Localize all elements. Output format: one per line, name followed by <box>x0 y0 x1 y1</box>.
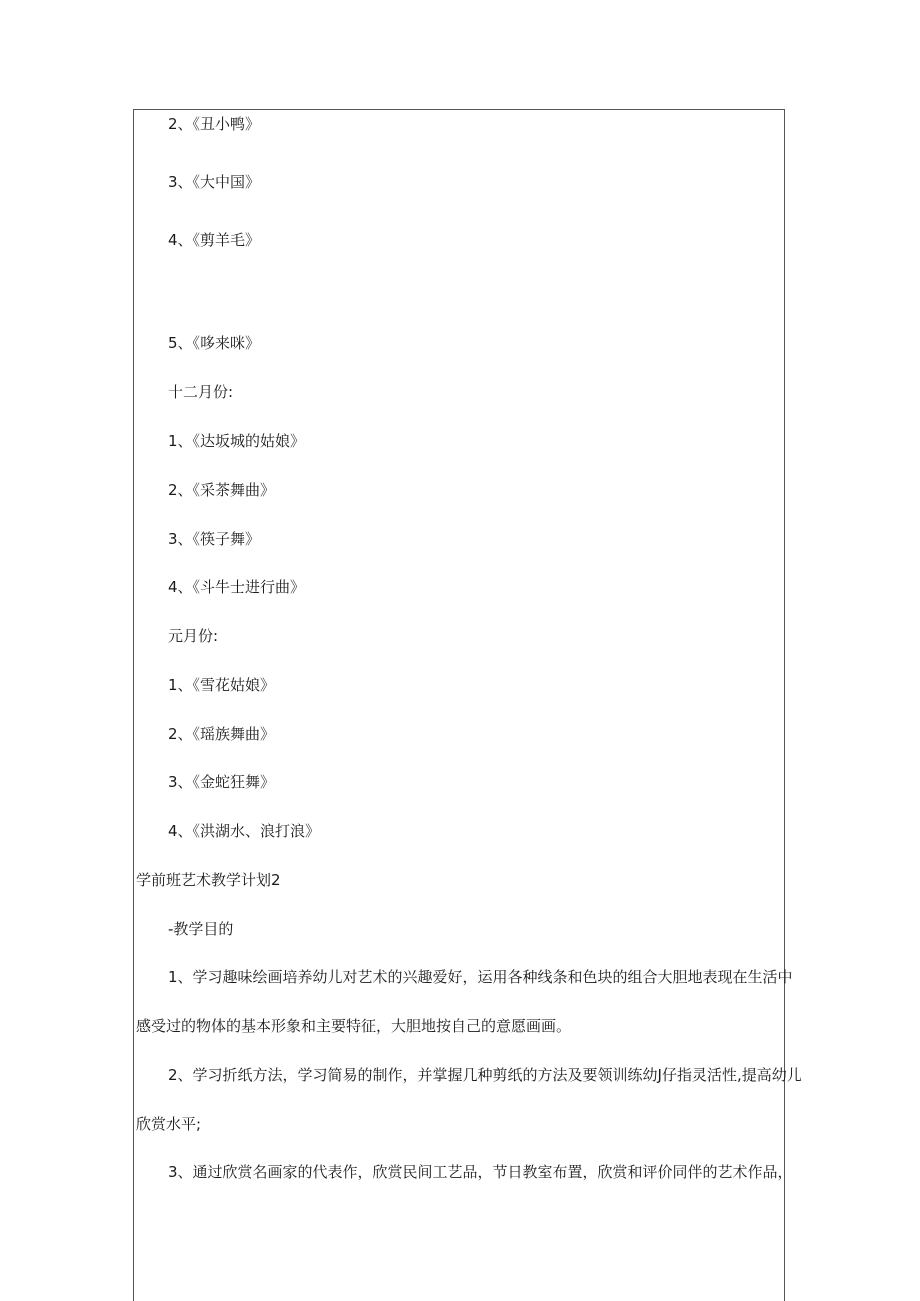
list-item-toreador-march: 4、《斗牛士进行曲》 <box>168 578 306 596</box>
section-december: 十二月份: <box>168 383 234 401</box>
list-item-golden-snake: 3、《金蛇狂舞》 <box>168 773 276 791</box>
list-item-shearing-wool: 4、《剪羊毛》 <box>168 231 261 249</box>
paragraph-goal-1-line-2: 感受过的物体的基本形象和主要特征，大胆地按自己的意愿画画。 <box>136 1017 572 1035</box>
heading-teaching-goals: -教学目的 <box>168 920 234 938</box>
paragraph-goal-2-line-1: 2、学习折纸方法，学习简易的制作，并掌握几种剪纸的方法及要领训练幼J仔指灵活性,提高幼儿 <box>168 1066 802 1084</box>
list-item-dabancheng: 1、《达坂城的姑娘》 <box>168 432 306 450</box>
paragraph-goal-2-line-2: 欣赏水平; <box>136 1115 202 1133</box>
list-item-do-re-mi: 5、《哆来咪》 <box>168 334 261 352</box>
list-item-snow-girl: 1、《雪花姑娘》 <box>168 676 276 694</box>
list-item-ugly-duckling: 2、《丑小鸭》 <box>168 115 261 133</box>
page-frame <box>133 109 785 1301</box>
section-title-plan-2: 学前班艺术教学计划2 <box>136 871 281 889</box>
paragraph-goal-3-line-1: 3、通过欣赏名画家的代表作，欣赏民间工艺品，节日教室布置，欣赏和评价同伴的艺术作品， <box>168 1163 793 1181</box>
list-item-great-china: 3、《大中国》 <box>168 173 261 191</box>
list-item-chopsticks-dance: 3、《筷子舞》 <box>168 530 261 548</box>
list-item-honghu-water: 4、《洪湖水、浪打浪》 <box>168 822 321 840</box>
section-january: 元月份: <box>168 627 219 645</box>
list-item-tea-picking: 2、《采茶舞曲》 <box>168 481 276 499</box>
list-item-yao-dance: 2、《瑶族舞曲》 <box>168 725 276 743</box>
paragraph-goal-1-line-1: 1、学习趣味绘画培养幼儿对艺术的兴趣爱好，运用各种线条和色块的组合大胆地表现在生活中 <box>168 968 793 986</box>
